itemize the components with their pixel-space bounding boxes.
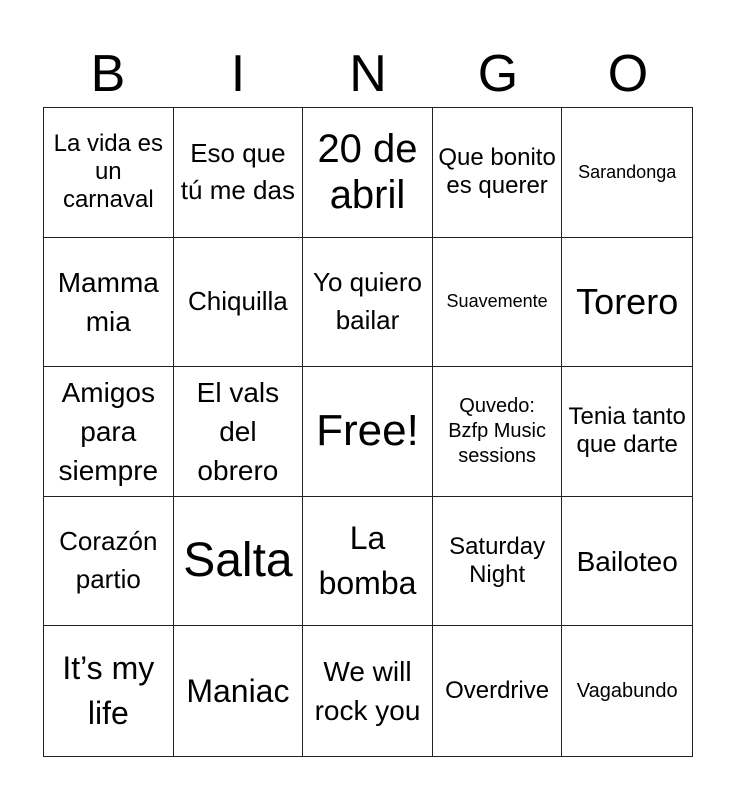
- bingo-cell[interactable]: Chiquilla: [174, 238, 304, 368]
- bingo-board: [43, 107, 693, 757]
- header-letter-b: B: [90, 45, 126, 103]
- header-letter-i: I: [230, 45, 246, 103]
- bingo-header: [43, 40, 693, 108]
- bingo-cell[interactable]: Yo quiero bailar: [303, 238, 433, 368]
- header-letter-o: O: [607, 45, 649, 103]
- bingo-cell[interactable]: We will rock you: [303, 626, 433, 756]
- header-letter-g: G: [477, 45, 519, 103]
- bingo-cell[interactable]: It’s my life: [44, 626, 174, 756]
- header-letter-n: N: [349, 45, 387, 103]
- bingo-cell[interactable]: Saturday Night: [433, 497, 563, 627]
- bingo-cell[interactable]: Tenia tanto que darte: [562, 367, 692, 497]
- bingo-cell[interactable]: Eso que tú me das: [174, 108, 304, 238]
- bingo-cell[interactable]: Suavemente: [433, 238, 563, 368]
- bingo-cell[interactable]: El vals del obrero: [174, 367, 304, 497]
- bingo-cell[interactable]: Torero: [562, 238, 692, 368]
- bingo-cell[interactable]: Que bonito es querer: [433, 108, 563, 238]
- bingo-cell[interactable]: Mamma mia: [44, 238, 174, 368]
- free-space-cell[interactable]: Free!: [303, 367, 433, 497]
- bingo-cell[interactable]: La bomba: [303, 497, 433, 627]
- bingo-cell[interactable]: Overdrive: [433, 626, 563, 756]
- bingo-cell[interactable]: Amigos para siempre: [44, 367, 174, 497]
- bingo-cell[interactable]: 20 de abril: [303, 108, 433, 238]
- bingo-cell[interactable]: Corazón partio: [44, 497, 174, 627]
- bingo-cell[interactable]: La vida es un carnaval: [44, 108, 174, 238]
- bingo-cell[interactable]: Vagabundo: [576, 679, 678, 702]
- bingo-cell[interactable]: Sarandonga: [562, 108, 692, 238]
- bingo-cell[interactable]: Maniac: [174, 626, 304, 756]
- bingo-cell[interactable]: Salta: [174, 497, 304, 627]
- bingo-cell[interactable]: Quvedo: Bzfp Music sessions: [433, 367, 563, 497]
- bingo-cell[interactable]: Bailoteo: [562, 497, 692, 627]
